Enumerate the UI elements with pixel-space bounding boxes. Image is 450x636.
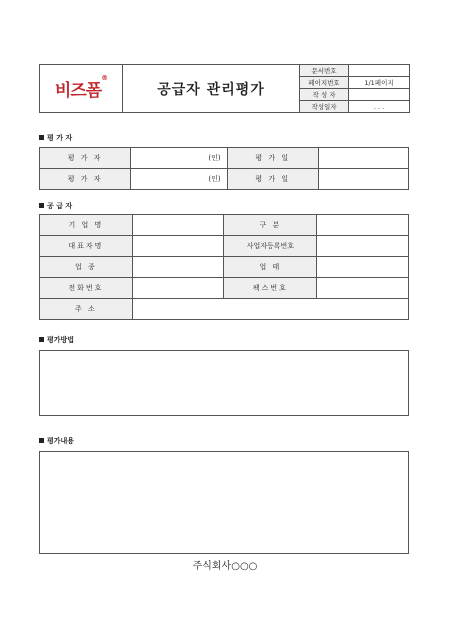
category-field[interactable] (317, 215, 409, 236)
square-bullet-icon (39, 438, 44, 443)
date-value[interactable]: . . . (349, 101, 410, 113)
table-row (40, 148, 409, 169)
company-name-label: 기 업 명 (40, 215, 133, 236)
table-row (40, 236, 409, 257)
table-row (40, 299, 409, 320)
author-label: 작 성 자 (300, 89, 349, 101)
phone-field[interactable] (132, 278, 224, 299)
doc-number-label: 문서번호 (300, 65, 349, 77)
business-reg-label: 사업자등록번호 (224, 236, 317, 257)
business-reg-field[interactable] (317, 236, 409, 257)
ceo-name-label: 대표자명 (40, 236, 133, 257)
evaluator-name-field[interactable]: (인) (131, 169, 227, 190)
phone-label: 전화번호 (40, 278, 133, 299)
evaluator-label: 평 가 자 (40, 169, 131, 190)
square-bullet-icon (39, 203, 44, 208)
address-field[interactable] (132, 299, 408, 320)
company-name-field[interactable] (132, 215, 224, 236)
square-bullet-icon (39, 135, 44, 140)
category-label: 구 분 (224, 215, 317, 236)
business-type-field[interactable] (317, 257, 409, 278)
document-header (39, 64, 410, 113)
bizform-logo: 비즈폼® (54, 74, 108, 101)
eval-date-field[interactable] (318, 148, 408, 169)
supplier-heading: 공 급 자 (39, 201, 72, 211)
registered-mark: ® (101, 74, 108, 82)
doc-number-value[interactable] (349, 65, 410, 77)
content-heading: 평가내용 (39, 436, 74, 446)
method-heading: 평가방법 (39, 335, 74, 345)
content-textarea[interactable] (39, 451, 409, 554)
table-row (40, 169, 409, 190)
evaluator-heading: 평 가 자 (39, 133, 72, 143)
company-footer: 주식회사○○○ (192, 561, 258, 572)
square-bullet-icon (39, 337, 44, 342)
ceo-name-field[interactable] (132, 236, 224, 257)
fax-label: 팩스번호 (224, 278, 317, 299)
table-row (40, 278, 409, 299)
eval-date-label: 평 가 일 (227, 169, 318, 190)
evaluator-name-field[interactable]: (인) (131, 148, 227, 169)
industry-label: 업 종 (40, 257, 133, 278)
date-label: 작성일자 (300, 101, 349, 113)
method-textarea[interactable] (39, 350, 409, 416)
supplier-table (39, 214, 409, 320)
logo-cell (40, 65, 123, 113)
industry-field[interactable] (132, 257, 224, 278)
fax-field[interactable] (317, 278, 409, 299)
page-number-value: 1/1페이지 (349, 77, 410, 89)
address-label: 주 소 (40, 299, 133, 320)
business-type-label: 업 태 (224, 257, 317, 278)
document-title: 공급자 관리평가 (123, 65, 300, 113)
eval-date-field[interactable] (318, 169, 408, 190)
page-number-label: 페이지번호 (300, 77, 349, 89)
author-value[interactable] (349, 89, 410, 101)
evaluator-label: 평 가 자 (40, 148, 131, 169)
evaluator-table (39, 147, 409, 190)
table-row (40, 215, 409, 236)
eval-date-label: 평 가 일 (227, 148, 318, 169)
table-row (40, 257, 409, 278)
